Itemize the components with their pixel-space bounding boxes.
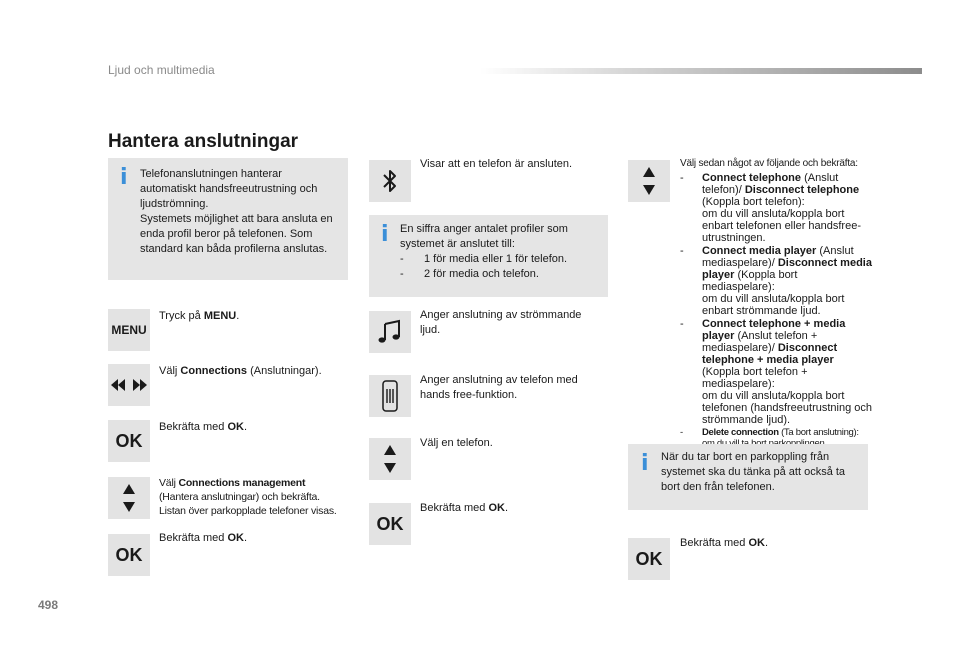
info-text: När du tar bort en parkoppling från systemet ska du tänka på att också ta bort den från telefonen.: [661, 451, 846, 493]
bluetooth-description: Visar att en telefon är ansluten.: [420, 158, 573, 170]
ok-button-icon: OK: [369, 503, 411, 545]
phone-description: Anger anslutning av telefon med hands free-funktion.: [420, 374, 578, 401]
ok-button-icon: OK: [108, 420, 150, 462]
section-header: Ljud och multimedia: [108, 63, 215, 77]
step-select-connections: Välj Connections (Anslutningar).: [159, 365, 322, 377]
info-box-delete-pairing: [628, 444, 868, 510]
info-icon: i: [120, 165, 128, 190]
list-item: - 2 för media och telefon.: [400, 268, 539, 280]
info-box-connections: [108, 158, 348, 280]
ok-button-icon: OK: [628, 538, 670, 580]
list-item: - Delete connection (Ta bort anslutning):: [680, 427, 859, 438]
bluetooth-icon: [369, 160, 411, 202]
list-item: - Connect telephone + media player (Anslut telefon + mediaspelare)/ Disconnect telephone + media player (Koppla bort telefon + mediaspelare): om du vill ansluta/koppla bort telefonen (handsfreeutrustning och strömmande ljud).: [680, 318, 873, 426]
info-icon: i: [641, 451, 649, 476]
up-down-arrows-icon: [628, 160, 670, 202]
info-text: En siffra anger antalet profiler som systemet är anslutet till: - 1 för media eller 1 för telefon. - 2 för media och telefon.: [400, 222, 600, 282]
list-item: - Connect media player (Anslut mediaspelare)/ Disconnect media player (Koppla bort mediaspelare): om du vill ansluta/koppla bort enbart strömmande ljud.: [680, 245, 872, 317]
profile-count-list: [400, 252, 600, 282]
info-box-profiles: [369, 215, 608, 297]
page-title: Hantera anslutningar: [108, 131, 299, 152]
page-number: 498: [38, 598, 59, 612]
step-confirm-ok: Bekräfta med OK.: [159, 421, 248, 433]
step-confirm-ok: Bekräfta med OK.: [420, 502, 509, 514]
info-text: Telefonanslutningen hanterar automatiskt handsfreeutrustning och ljudströmning. Systemets möjlighet att bara ansluta en enda profil beror på telefonen. Som standard kan båda profilerna anslutas.: [140, 168, 333, 255]
ok-button-icon: OK: [108, 534, 150, 576]
select-phone-step: Välj en telefon.: [420, 437, 493, 449]
step-confirm-ok: Bekräfta med OK.: [159, 532, 248, 544]
up-down-arrows-icon: [369, 438, 411, 480]
info-icon: i: [381, 222, 389, 247]
music-note-icon: [369, 311, 411, 353]
list-item: - Connect telephone (Anslut telefon)/ Disconnect telephone (Koppla bort telefon): om du vill ansluta/koppla bort enbart telefonen eller handsfree-utrustningen.: [680, 172, 861, 244]
header-gradient-bar: [480, 68, 922, 74]
step-select-connections-management: Välj Connections management (Hantera anslutningar) och bekräfta. Listan över parkopplade telefoner visas.: [159, 477, 337, 517]
list-intro: Välj sedan något av följande och bekräfta:: [680, 158, 858, 169]
up-down-arrows-icon: [108, 477, 150, 519]
step-confirm-ok: Bekräfta med OK.: [680, 537, 769, 549]
connection-options-list: [680, 158, 872, 450]
phone-keypad-icon: [369, 375, 411, 417]
step-press-menu: Tryck på MENU.: [159, 310, 240, 322]
music-description: Anger anslutning av strömmande ljud.: [420, 309, 582, 336]
menu-button-icon: MENU: [108, 309, 150, 351]
seek-arrows-icon: [108, 364, 150, 406]
list-item: - 1 för media eller 1 för telefon.: [400, 253, 568, 265]
